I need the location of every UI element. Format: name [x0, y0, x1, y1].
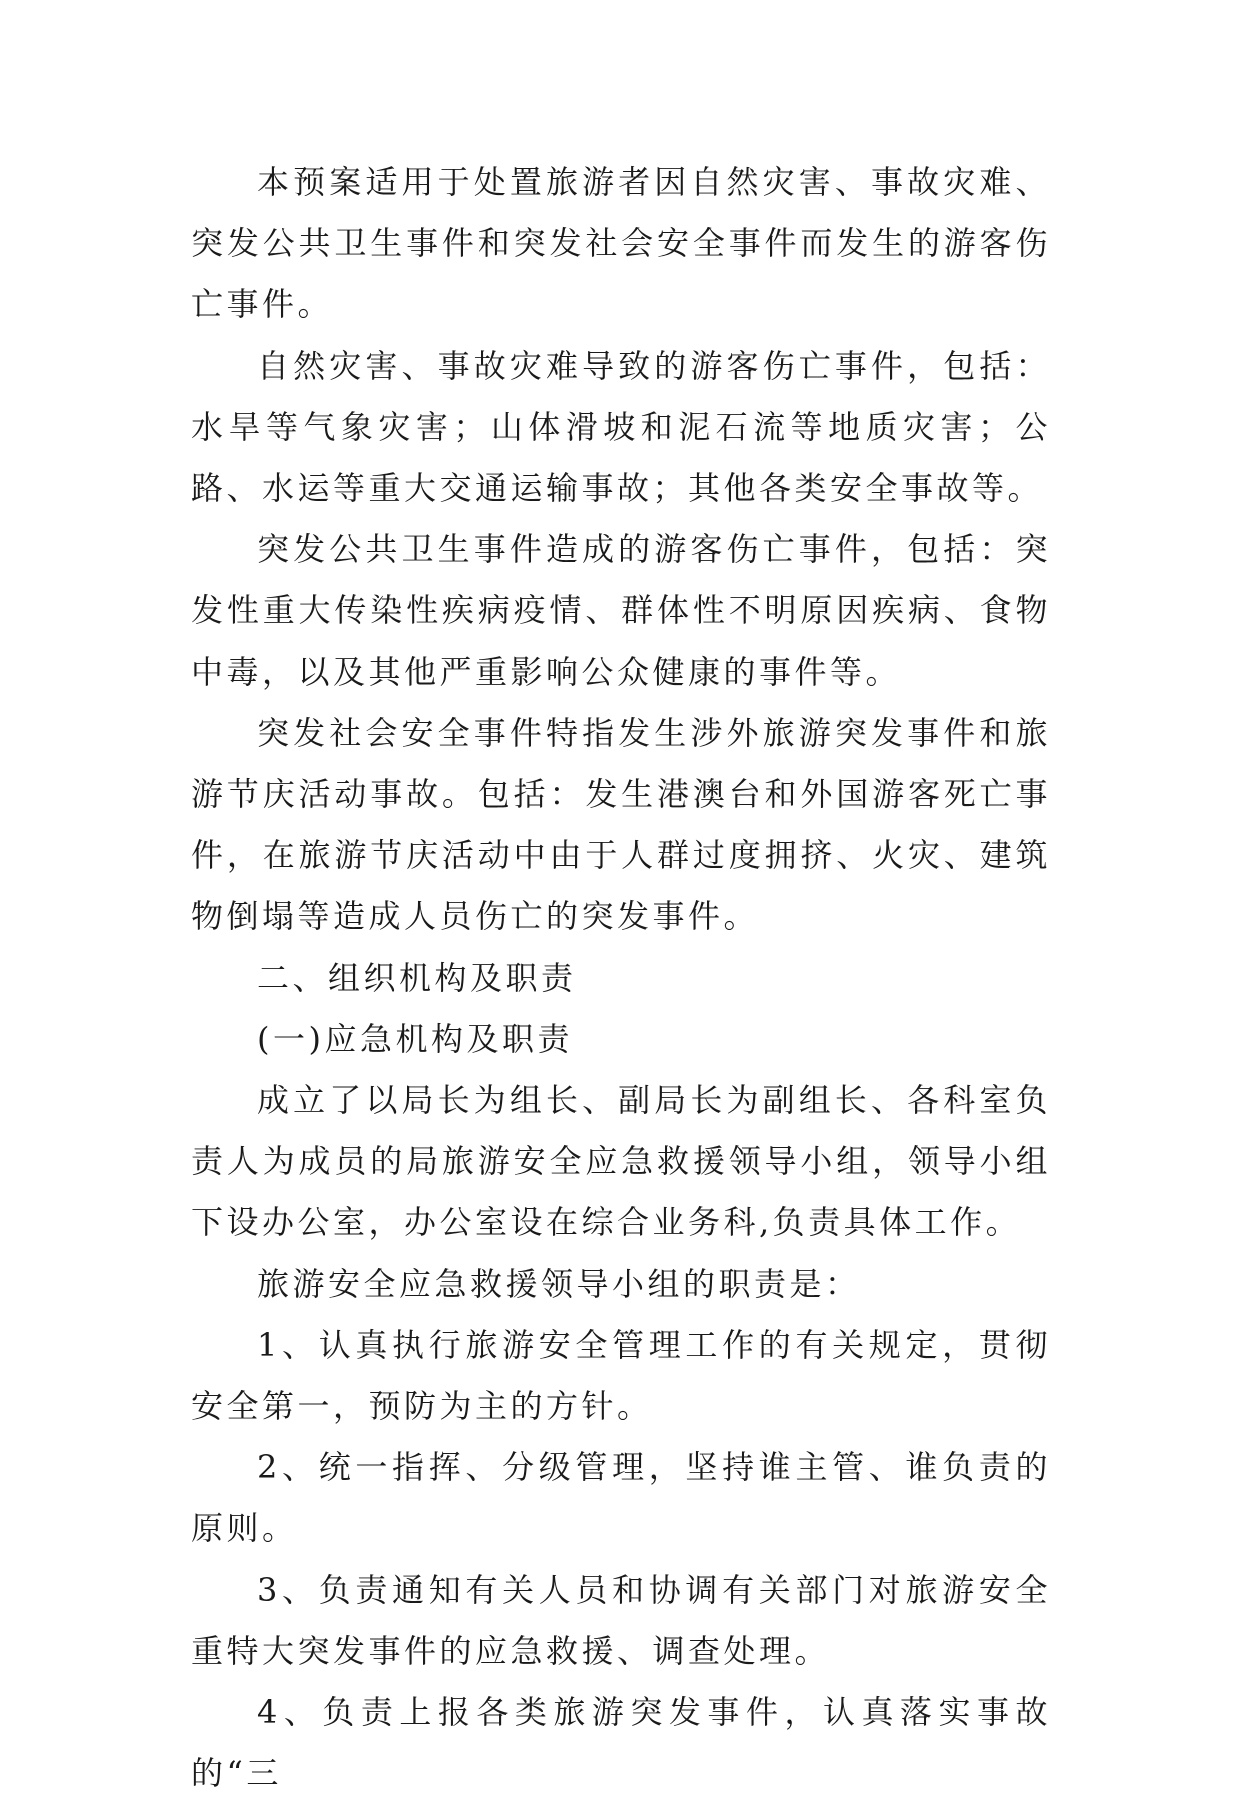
list-item-duty-3: 3、负责通知有关人员和协调有关部门对旅游安全重特大突发事件的应急救援、调查处理。 [191, 1570, 1051, 1670]
document-body [191, 152, 1051, 1804]
paragraph-duties-intro: 旅游安全应急救援领导小组的职责是： [257, 1264, 861, 1303]
list-item-duty-4: 4、负责上报各类旅游突发事件，认真落实事故的“三 [191, 1693, 1051, 1793]
list-item-duty-2: 2、统一指挥、分级管理，坚持谁主管、谁负责的原则。 [191, 1448, 1051, 1548]
paragraph-natural-disasters: 自然灾害、事故灾难导致的游客伤亡事件，包括：水旱等气象灾害；山体滑坡和泥石流等地质灾害；公路、水运等重大交通运输事故；其他各类安全事故等。 [191, 346, 1051, 508]
paragraph-scope: 本预案适用于处置旅游者因自然灾害、事故灾难、突发公共卫生事件和突发社会安全事件而发生的游客伤亡事件。 [191, 163, 1051, 324]
list-item-duty-1: 1、认真执行旅游安全管理工作的有关规定，贯彻安全第一，预防为主的方针。 [191, 1325, 1051, 1426]
subsection-heading-emergency-agency: (一)应急机构及职责 [257, 1019, 573, 1058]
paragraph-social-security: 突发社会安全事件特指发生涉外旅游突发事件和旅游节庆活动事故。包括：发生港澳台和外国游客死亡事件，在旅游节庆活动中由于人群过度拥挤、火灾、建筑物倒塌等造成人员伤亡的突发事件。 [191, 713, 1051, 936]
paragraph-leadership-group: 成立了以局长为组长、副局长为副组长、各科室负责人为成员的局旅游安全应急救援领导小组，领导小组下设办公室，办公室设在综合业务科,负责具体工作。 [191, 1081, 1051, 1242]
section-heading-organization: 二、组织机构及职责 [257, 958, 577, 997]
paragraph-public-health: 突发公共卫生事件造成的游客伤亡事件，包括：突发性重大传染性疾病疫情、群体性不明原因疾病、食物中毒，以及其他严重影响公众健康的事件等。 [191, 530, 1051, 691]
